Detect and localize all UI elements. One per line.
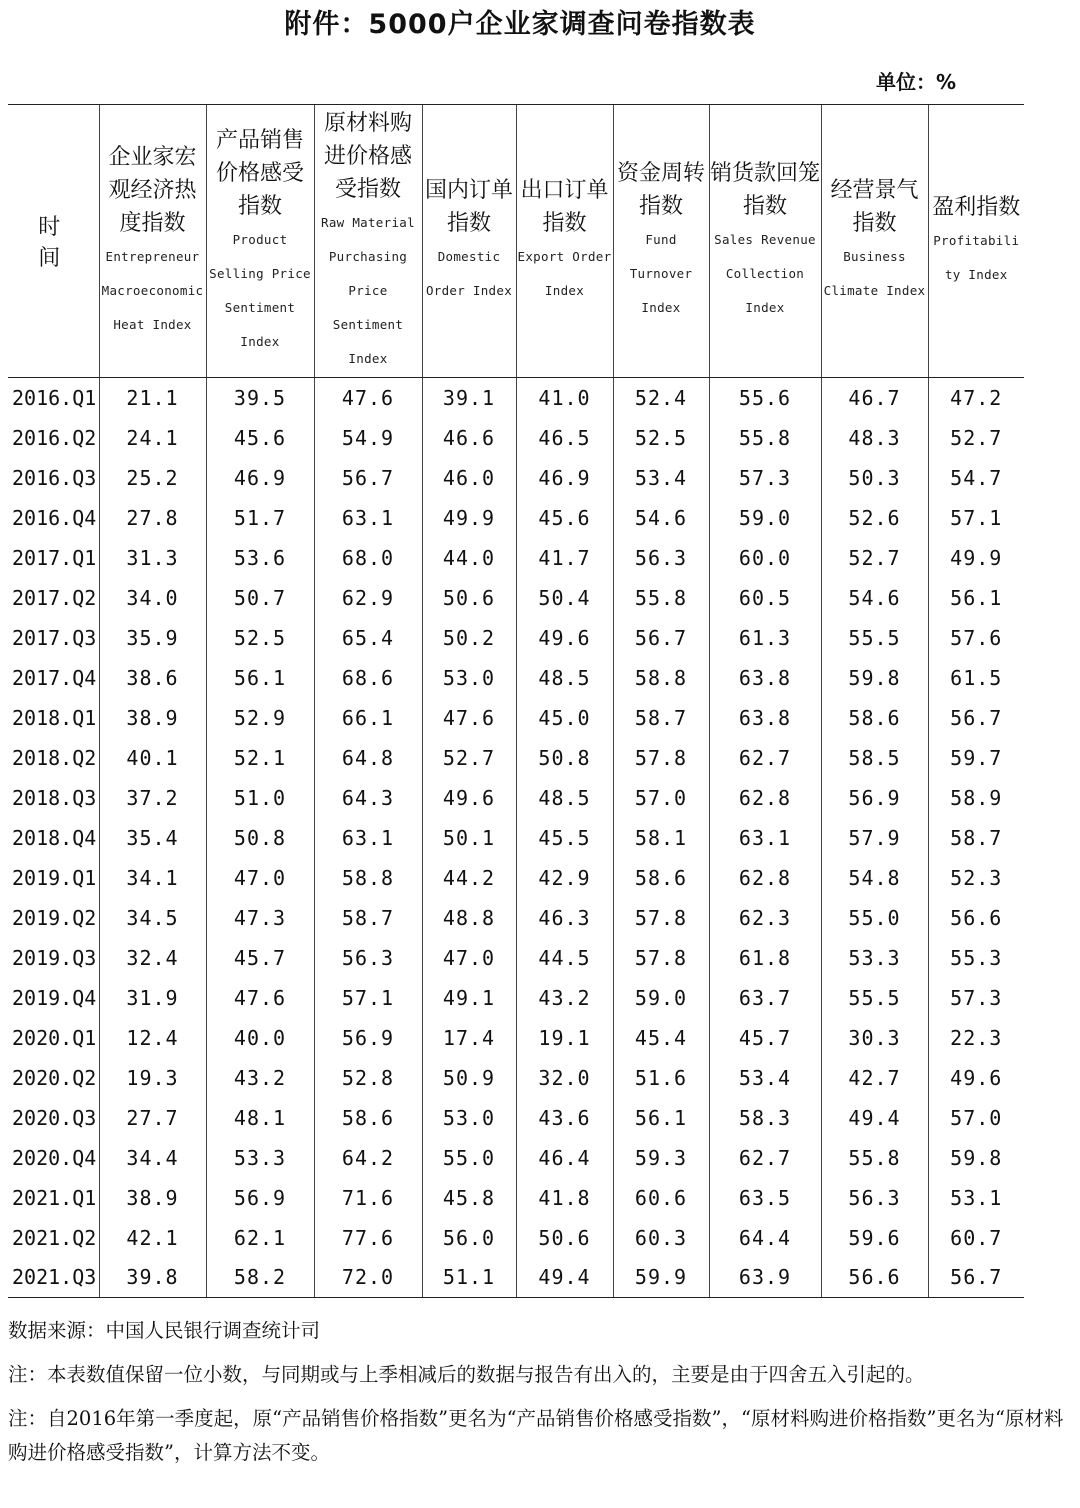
value-cell: 40.0 <box>206 1018 314 1058</box>
value-cell: 59.9 <box>613 1258 709 1298</box>
column-header-en: Entrepreneur Macroeconomic Heat Index <box>101 248 204 332</box>
period-cell: 2021.Q2 <box>12 1225 97 1250</box>
value-cell: 58.8 <box>314 858 422 898</box>
value-cell: 39.1 <box>422 378 516 418</box>
value-cell: 43.2 <box>516 978 613 1018</box>
period-cell: 2017.Q3 <box>12 625 97 650</box>
table-row <box>8 1258 1024 1298</box>
value-cell: 55.0 <box>422 1138 516 1178</box>
value-cell: 45.5 <box>516 818 613 858</box>
value-cell: 62.8 <box>709 778 821 818</box>
value-cell: 52.3 <box>928 858 1024 898</box>
value-cell: 68.0 <box>314 538 422 578</box>
value-cell: 62.8 <box>709 858 821 898</box>
value-cell: 61.5 <box>928 658 1024 698</box>
value-cell: 60.7 <box>928 1218 1024 1258</box>
table-row <box>8 378 1024 418</box>
table-row <box>8 578 1024 618</box>
value-cell: 24.1 <box>99 418 206 458</box>
value-cell: 56.7 <box>613 618 709 658</box>
value-cell: 21.1 <box>99 378 206 418</box>
index-table <box>8 104 1024 1298</box>
value-cell: 62.7 <box>709 1138 821 1178</box>
column-header <box>928 105 1024 378</box>
time-column-header: 时 间 <box>8 105 99 378</box>
value-cell: 56.7 <box>314 458 422 498</box>
value-cell: 17.4 <box>422 1018 516 1058</box>
value-cell: 56.1 <box>928 578 1024 618</box>
value-cell: 40.1 <box>99 738 206 778</box>
value-cell: 43.2 <box>206 1058 314 1098</box>
period-cell: 2020.Q4 <box>12 1145 97 1170</box>
value-cell: 56.7 <box>928 1258 1024 1298</box>
value-cell: 77.6 <box>314 1218 422 1258</box>
value-cell: 38.9 <box>99 1178 206 1218</box>
value-cell: 55.8 <box>821 1138 928 1178</box>
value-cell: 50.9 <box>422 1058 516 1098</box>
value-cell: 54.8 <box>821 858 928 898</box>
value-cell: 57.8 <box>613 738 709 778</box>
value-cell: 38.9 <box>99 698 206 738</box>
period-cell: 2019.Q3 <box>12 945 97 970</box>
value-cell: 58.7 <box>314 898 422 938</box>
value-cell: 62.3 <box>709 898 821 938</box>
value-cell: 51.7 <box>206 498 314 538</box>
value-cell: 63.1 <box>314 498 422 538</box>
table-row <box>8 978 1024 1018</box>
value-cell: 46.5 <box>516 418 613 458</box>
value-cell: 19.1 <box>516 1018 613 1058</box>
value-cell: 64.2 <box>314 1138 422 1178</box>
value-cell: 62.7 <box>709 738 821 778</box>
table-row <box>8 1138 1024 1178</box>
value-cell: 56.9 <box>206 1178 314 1218</box>
column-header <box>613 105 709 378</box>
value-cell: 59.0 <box>613 978 709 1018</box>
value-cell: 50.6 <box>422 578 516 618</box>
table-row <box>8 1098 1024 1138</box>
value-cell: 56.6 <box>821 1258 928 1298</box>
column-header <box>314 105 422 378</box>
value-cell: 46.9 <box>516 458 613 498</box>
value-cell: 52.7 <box>821 538 928 578</box>
value-cell: 47.2 <box>928 378 1024 418</box>
value-cell: 49.6 <box>422 778 516 818</box>
value-cell: 47.6 <box>314 378 422 418</box>
rename-note: 注：自2016年第一季度起，原“产品销售价格指数”更名为“产品销售价格感受指数”，“原材料购进价格指数”更名为“原材料购进价格感受指数”，计算方法不变。 <box>8 1407 1064 1464</box>
column-header-zh: 国内订单指数 <box>424 178 513 236</box>
value-cell: 58.6 <box>821 698 928 738</box>
value-cell: 50.7 <box>206 578 314 618</box>
value-cell: 57.0 <box>613 778 709 818</box>
value-cell: 46.3 <box>516 898 613 938</box>
value-cell: 55.8 <box>709 418 821 458</box>
column-header-en: Profitabili ty Index <box>933 232 1020 282</box>
value-cell: 47.0 <box>206 858 314 898</box>
table-row <box>8 1058 1024 1098</box>
value-cell: 45.4 <box>613 1018 709 1058</box>
column-header-zh: 企业家宏观经济热度指数 <box>108 144 197 236</box>
period-cell: 2017.Q2 <box>12 585 97 610</box>
value-cell: 43.6 <box>516 1098 613 1138</box>
column-header-zh: 资金周转指数 <box>616 161 705 219</box>
period-cell: 2016.Q1 <box>12 385 97 410</box>
value-cell: 34.5 <box>99 898 206 938</box>
value-cell: 59.0 <box>709 498 821 538</box>
value-cell: 63.8 <box>709 658 821 698</box>
value-cell: 52.7 <box>928 418 1024 458</box>
value-cell: 63.9 <box>709 1258 821 1298</box>
value-cell: 41.8 <box>516 1178 613 1218</box>
unit-label: 单位：% <box>876 70 957 94</box>
value-cell: 47.6 <box>206 978 314 1018</box>
period-cell: 2019.Q2 <box>12 905 97 930</box>
value-cell: 56.0 <box>422 1218 516 1258</box>
table-row <box>8 1218 1024 1258</box>
value-cell: 57.6 <box>928 618 1024 658</box>
value-cell: 54.7 <box>928 458 1024 498</box>
value-cell: 38.6 <box>99 658 206 698</box>
value-cell: 55.8 <box>613 578 709 618</box>
table-row <box>8 738 1024 778</box>
value-cell: 55.5 <box>821 978 928 1018</box>
value-cell: 56.3 <box>314 938 422 978</box>
value-cell: 48.3 <box>821 418 928 458</box>
column-header <box>206 105 314 378</box>
value-cell: 12.4 <box>99 1018 206 1058</box>
value-cell: 52.9 <box>206 698 314 738</box>
value-cell: 53.4 <box>613 458 709 498</box>
value-cell: 58.6 <box>314 1098 422 1138</box>
value-cell: 49.4 <box>516 1258 613 1298</box>
value-cell: 57.3 <box>928 978 1024 1018</box>
column-header-zh: 销货款回笼指数 <box>709 161 820 219</box>
value-cell: 57.3 <box>709 458 821 498</box>
value-cell: 45.6 <box>206 418 314 458</box>
value-cell: 54.9 <box>314 418 422 458</box>
value-cell: 37.2 <box>99 778 206 818</box>
page-title: 附件：5000户企业家调查问卷指数表 <box>284 9 756 40</box>
value-cell: 50.1 <box>422 818 516 858</box>
value-cell: 27.7 <box>99 1098 206 1138</box>
value-cell: 54.6 <box>821 578 928 618</box>
period-cell: 2018.Q3 <box>12 785 97 810</box>
value-cell: 46.6 <box>422 418 516 458</box>
rounding-note: 注：本表数值保留一位小数，与同期或与上季相减后的数据与报告有出入的，主要是由于四舍五入引起的。 <box>8 1363 925 1386</box>
value-cell: 56.7 <box>928 698 1024 738</box>
value-cell: 60.6 <box>613 1178 709 1218</box>
value-cell: 57.1 <box>928 498 1024 538</box>
value-cell: 48.5 <box>516 778 613 818</box>
period-cell: 2020.Q3 <box>12 1105 97 1130</box>
column-header-zh: 经营景气指数 <box>830 178 919 236</box>
value-cell: 56.6 <box>928 898 1024 938</box>
value-cell: 45.0 <box>516 698 613 738</box>
value-cell: 63.7 <box>709 978 821 1018</box>
value-cell: 42.1 <box>99 1218 206 1258</box>
value-cell: 58.8 <box>613 658 709 698</box>
value-cell: 48.8 <box>422 898 516 938</box>
value-cell: 34.1 <box>99 858 206 898</box>
period-cell: 2016.Q3 <box>12 465 97 490</box>
period-cell: 2019.Q4 <box>12 985 97 1010</box>
column-header <box>99 105 206 378</box>
column-header-en: Export Order Index <box>517 249 612 298</box>
table-row <box>8 498 1024 538</box>
value-cell: 61.3 <box>709 618 821 658</box>
source-note: 数据来源：中国人民银行调查统计司 <box>8 1319 321 1342</box>
value-cell: 31.3 <box>99 538 206 578</box>
value-cell: 50.8 <box>206 818 314 858</box>
column-header-en: Domestic Order Index <box>425 249 513 298</box>
value-cell: 52.8 <box>314 1058 422 1098</box>
value-cell: 59.8 <box>928 1138 1024 1178</box>
value-cell: 55.0 <box>821 898 928 938</box>
table-body <box>8 378 1024 1298</box>
value-cell: 60.3 <box>613 1218 709 1258</box>
value-cell: 59.7 <box>928 738 1024 778</box>
value-cell: 39.5 <box>206 378 314 418</box>
value-cell: 52.5 <box>206 618 314 658</box>
value-cell: 44.2 <box>422 858 516 898</box>
value-cell: 63.1 <box>709 818 821 858</box>
value-cell: 49.9 <box>928 538 1024 578</box>
value-cell: 58.2 <box>206 1258 314 1298</box>
value-cell: 59.6 <box>821 1218 928 1258</box>
value-cell: 57.1 <box>314 978 422 1018</box>
value-cell: 46.7 <box>821 378 928 418</box>
value-cell: 39.8 <box>99 1258 206 1298</box>
value-cell: 45.6 <box>516 498 613 538</box>
table-row <box>8 458 1024 498</box>
value-cell: 56.3 <box>613 538 709 578</box>
value-cell: 53.0 <box>422 1098 516 1138</box>
table-row <box>8 698 1024 738</box>
value-cell: 52.7 <box>422 738 516 778</box>
value-cell: 58.9 <box>928 778 1024 818</box>
column-header-en: Raw Material Purchasing Price Sentiment Index <box>321 214 415 366</box>
value-cell: 53.1 <box>928 1178 1024 1218</box>
period-cell: 2016.Q4 <box>12 505 97 530</box>
value-cell: 63.8 <box>709 698 821 738</box>
value-cell: 57.0 <box>928 1098 1024 1138</box>
value-cell: 48.5 <box>516 658 613 698</box>
value-cell: 25.2 <box>99 458 206 498</box>
period-cell: 2019.Q1 <box>12 865 97 890</box>
value-cell: 53.0 <box>422 658 516 698</box>
value-cell: 57.8 <box>613 938 709 978</box>
value-cell: 72.0 <box>314 1258 422 1298</box>
value-cell: 56.1 <box>613 1098 709 1138</box>
table-row <box>8 778 1024 818</box>
value-cell: 46.9 <box>206 458 314 498</box>
column-header-zh: 出口订单指数 <box>520 178 609 236</box>
value-cell: 52.5 <box>613 418 709 458</box>
value-cell: 45.7 <box>206 938 314 978</box>
value-cell: 58.6 <box>613 858 709 898</box>
column-header <box>821 105 928 378</box>
table-row <box>8 898 1024 938</box>
value-cell: 44.5 <box>516 938 613 978</box>
value-cell: 19.3 <box>99 1058 206 1098</box>
table-header-row <box>8 105 1024 378</box>
value-cell: 45.7 <box>709 1018 821 1058</box>
value-cell: 50.3 <box>821 458 928 498</box>
value-cell: 45.8 <box>422 1178 516 1218</box>
value-cell: 34.4 <box>99 1138 206 1178</box>
value-cell: 52.1 <box>206 738 314 778</box>
value-cell: 58.3 <box>709 1098 821 1138</box>
period-cell: 2021.Q3 <box>8 1258 99 1298</box>
value-cell: 56.9 <box>821 778 928 818</box>
value-cell: 47.6 <box>422 698 516 738</box>
value-cell: 52.6 <box>821 498 928 538</box>
notes-section <box>8 1314 1074 1480</box>
value-cell: 49.9 <box>422 498 516 538</box>
value-cell: 41.7 <box>516 538 613 578</box>
value-cell: 41.0 <box>516 378 613 418</box>
value-cell: 56.1 <box>206 658 314 698</box>
value-cell: 58.5 <box>821 738 928 778</box>
value-cell: 51.0 <box>206 778 314 818</box>
table-row <box>8 538 1024 578</box>
value-cell: 48.1 <box>206 1098 314 1138</box>
value-cell: 55.3 <box>928 938 1024 978</box>
period-cell: 2017.Q1 <box>12 545 97 570</box>
value-cell: 57.9 <box>821 818 928 858</box>
value-cell: 49.4 <box>821 1098 928 1138</box>
value-cell: 44.0 <box>422 538 516 578</box>
table-row <box>8 858 1024 898</box>
value-cell: 54.6 <box>613 498 709 538</box>
value-cell: 51.6 <box>613 1058 709 1098</box>
column-header <box>422 105 516 378</box>
value-cell: 55.6 <box>709 378 821 418</box>
value-cell: 64.8 <box>314 738 422 778</box>
table-row <box>8 618 1024 658</box>
value-cell: 51.1 <box>422 1258 516 1298</box>
value-cell: 53.3 <box>206 1138 314 1178</box>
value-cell: 32.4 <box>99 938 206 978</box>
period-cell: 2018.Q2 <box>12 745 97 770</box>
column-header <box>709 105 821 378</box>
value-cell: 56.3 <box>821 1178 928 1218</box>
value-cell: 46.0 <box>422 458 516 498</box>
value-cell: 61.8 <box>709 938 821 978</box>
value-cell: 42.9 <box>516 858 613 898</box>
value-cell: 22.3 <box>928 1018 1024 1058</box>
column-header-en: Fund Turnover Index <box>629 232 693 315</box>
value-cell: 35.9 <box>99 618 206 658</box>
value-cell: 62.9 <box>314 578 422 618</box>
value-cell: 53.4 <box>709 1058 821 1098</box>
value-cell: 59.3 <box>613 1138 709 1178</box>
value-cell: 52.4 <box>613 378 709 418</box>
table-row <box>8 938 1024 978</box>
period-cell: 2018.Q4 <box>12 825 97 850</box>
value-cell: 35.4 <box>99 818 206 858</box>
period-cell: 2020.Q2 <box>12 1065 97 1090</box>
value-cell: 55.5 <box>821 618 928 658</box>
value-cell: 58.7 <box>613 698 709 738</box>
value-cell: 49.6 <box>928 1058 1024 1098</box>
value-cell: 66.1 <box>314 698 422 738</box>
value-cell: 34.0 <box>99 578 206 618</box>
value-cell: 68.6 <box>314 658 422 698</box>
value-cell: 60.0 <box>709 538 821 578</box>
table-row <box>8 818 1024 858</box>
value-cell: 63.1 <box>314 818 422 858</box>
value-cell: 59.8 <box>821 658 928 698</box>
table-row <box>8 1018 1024 1058</box>
column-header <box>516 105 613 378</box>
value-cell: 63.5 <box>709 1178 821 1218</box>
value-cell: 58.1 <box>613 818 709 858</box>
value-cell: 71.6 <box>314 1178 422 1218</box>
value-cell: 57.8 <box>613 898 709 938</box>
column-header-en: Sales Revenue Collection Index <box>714 232 816 315</box>
column-header-zh: 产品销售价格感受指数 <box>215 127 304 219</box>
value-cell: 50.2 <box>422 618 516 658</box>
period-cell: 2020.Q1 <box>12 1025 97 1050</box>
value-cell: 50.6 <box>516 1218 613 1258</box>
value-cell: 42.7 <box>821 1058 928 1098</box>
value-cell: 30.3 <box>821 1018 928 1058</box>
period-cell: 2016.Q2 <box>12 425 97 450</box>
value-cell: 56.9 <box>314 1018 422 1058</box>
column-header-zh: 原材料购进价格感受指数 <box>323 110 412 202</box>
value-cell: 31.9 <box>99 978 206 1018</box>
column-header-en: Business Climate Index <box>823 249 926 298</box>
value-cell: 53.3 <box>821 938 928 978</box>
value-cell: 50.4 <box>516 578 613 618</box>
value-cell: 53.6 <box>206 538 314 578</box>
value-cell: 62.1 <box>206 1218 314 1258</box>
value-cell: 49.6 <box>516 618 613 658</box>
value-cell: 58.7 <box>928 818 1024 858</box>
period-cell: 2021.Q1 <box>12 1185 97 1210</box>
value-cell: 60.5 <box>709 578 821 618</box>
column-header-en: Product Selling Price Sentiment Index <box>209 231 311 349</box>
table-row <box>8 658 1024 698</box>
value-cell: 64.4 <box>709 1218 821 1258</box>
value-cell: 50.8 <box>516 738 613 778</box>
period-cell: 2017.Q4 <box>12 665 97 690</box>
table-row <box>8 418 1024 458</box>
value-cell: 27.8 <box>99 498 206 538</box>
value-cell: 64.3 <box>314 778 422 818</box>
value-cell: 46.4 <box>516 1138 613 1178</box>
table-row <box>8 1178 1024 1218</box>
column-header-zh: 盈利指数 <box>932 194 1021 220</box>
value-cell: 49.1 <box>422 978 516 1018</box>
value-cell: 65.4 <box>314 618 422 658</box>
value-cell: 47.0 <box>422 938 516 978</box>
value-cell: 47.3 <box>206 898 314 938</box>
value-cell: 32.0 <box>516 1058 613 1098</box>
period-cell: 2018.Q1 <box>12 705 97 730</box>
